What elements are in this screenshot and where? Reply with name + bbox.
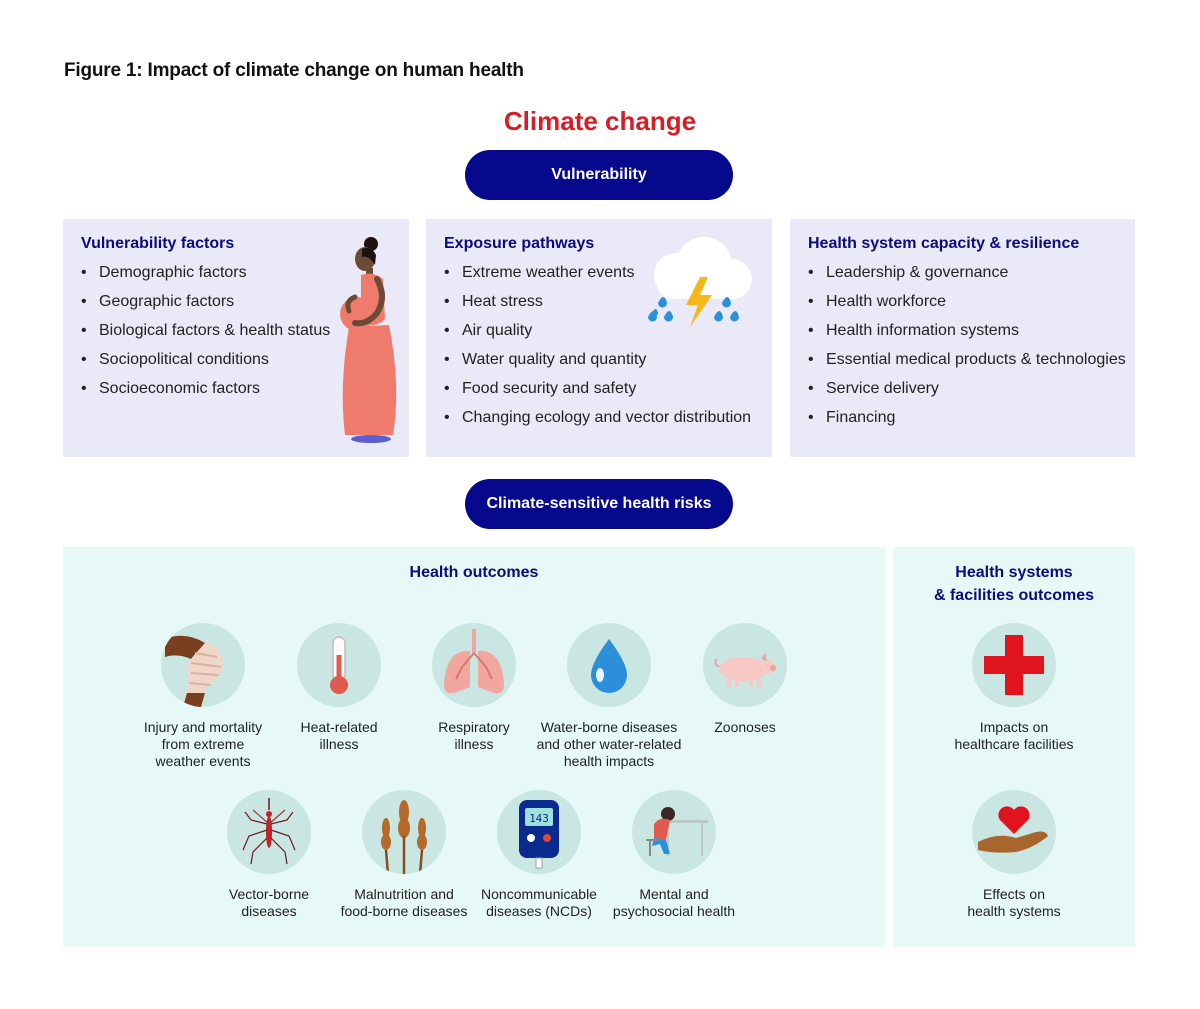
- outcome-label-heat: Heat-related illness: [300, 719, 378, 752]
- list-item: • Essential medical products & technologies: [808, 349, 1126, 378]
- list-item: • Geographic factors: [81, 291, 330, 320]
- list-item: • Sociopolitical conditions: [81, 349, 330, 378]
- list-item: • Biological factors & health status: [81, 320, 330, 349]
- list-item: • Health information systems: [808, 320, 1126, 349]
- glucose-reading: 143: [529, 812, 549, 825]
- outcome-label-mental-health: Mental and psychosocial health: [612, 886, 736, 919]
- exposure-pathways-panel: [426, 219, 772, 457]
- figure-title: Figure 1: Impact of climate change on human health: [64, 60, 524, 81]
- vulnerability-factors-panel: [63, 219, 409, 457]
- system-label-facilities: Impacts on healthcare facilities: [954, 719, 1074, 752]
- list-item: • Health workforce: [808, 291, 1126, 320]
- climate-sensitive-risks-pill: Climate-sensitive health risks: [465, 479, 733, 529]
- water-drop-icon: [567, 623, 651, 707]
- heart-in-hand-icon: [972, 790, 1056, 874]
- thermometer-icon: [297, 623, 381, 707]
- health-system-capacity-list: [808, 262, 1126, 436]
- storm-cloud-icon: [638, 233, 758, 333]
- health-system-capacity-title: Health system capacity & resilience: [808, 235, 1080, 252]
- wheat-icon: [362, 790, 446, 874]
- health-outcomes-title: Health outcomes: [409, 564, 539, 581]
- vulnerability-factors-title: Vulnerability factors: [81, 235, 235, 252]
- list-item: • Financing: [808, 407, 1126, 436]
- mosquito-icon: [227, 790, 311, 874]
- outcome-label-injury: Injury and mortality from extreme weather events: [143, 719, 263, 769]
- outcome-label-water-borne: Water-borne diseases and other water-related health impacts: [536, 719, 682, 769]
- outcome-label-zoonoses: Zoonoses: [714, 719, 776, 735]
- list-item: • Water quality and quantity: [444, 349, 751, 378]
- health-system-capacity-panel: [790, 219, 1135, 457]
- list-item: • Socioeconomic factors: [81, 378, 330, 407]
- main-title: Climate change: [503, 106, 697, 136]
- glucose-meter-icon: [497, 790, 581, 874]
- lungs-icon: [432, 623, 516, 707]
- vulnerability-pill: Vulnerability: [465, 150, 733, 200]
- pregnant-woman-icon: [331, 235, 401, 445]
- list-item: • Demographic factors: [81, 262, 330, 291]
- system-label-health-systems: Effects on health systems: [967, 886, 1061, 919]
- outcome-label-vector-borne: Vector-borne diseases: [228, 886, 310, 919]
- system-outcomes-title: Health systems & facilities outcomes: [933, 564, 1095, 604]
- bandaged-knee-icon: [161, 623, 245, 707]
- outcome-label-respiratory: Respiratory illness: [438, 719, 510, 752]
- vulnerability-factors-list: [81, 262, 330, 407]
- list-item: • Leadership & governance: [808, 262, 1126, 291]
- list-item: • Heat stress: [444, 291, 751, 320]
- list-item: • Service delivery: [808, 378, 1126, 407]
- outcome-label-malnutrition: Malnutrition and food-borne diseases: [340, 886, 468, 919]
- outcome-label-ncds: Noncommunicable diseases (NCDs): [481, 886, 597, 919]
- list-item: • Changing ecology and vector distribution: [444, 407, 751, 436]
- pig-icon: [703, 623, 787, 707]
- list-item: • Food security and safety: [444, 378, 751, 407]
- exposure-pathways-title: Exposure pathways: [444, 235, 595, 252]
- list-item: • Extreme weather events: [444, 262, 751, 291]
- list-item: • Air quality: [444, 320, 751, 349]
- red-cross-icon: [972, 623, 1056, 707]
- distressed-person-icon: [632, 790, 716, 874]
